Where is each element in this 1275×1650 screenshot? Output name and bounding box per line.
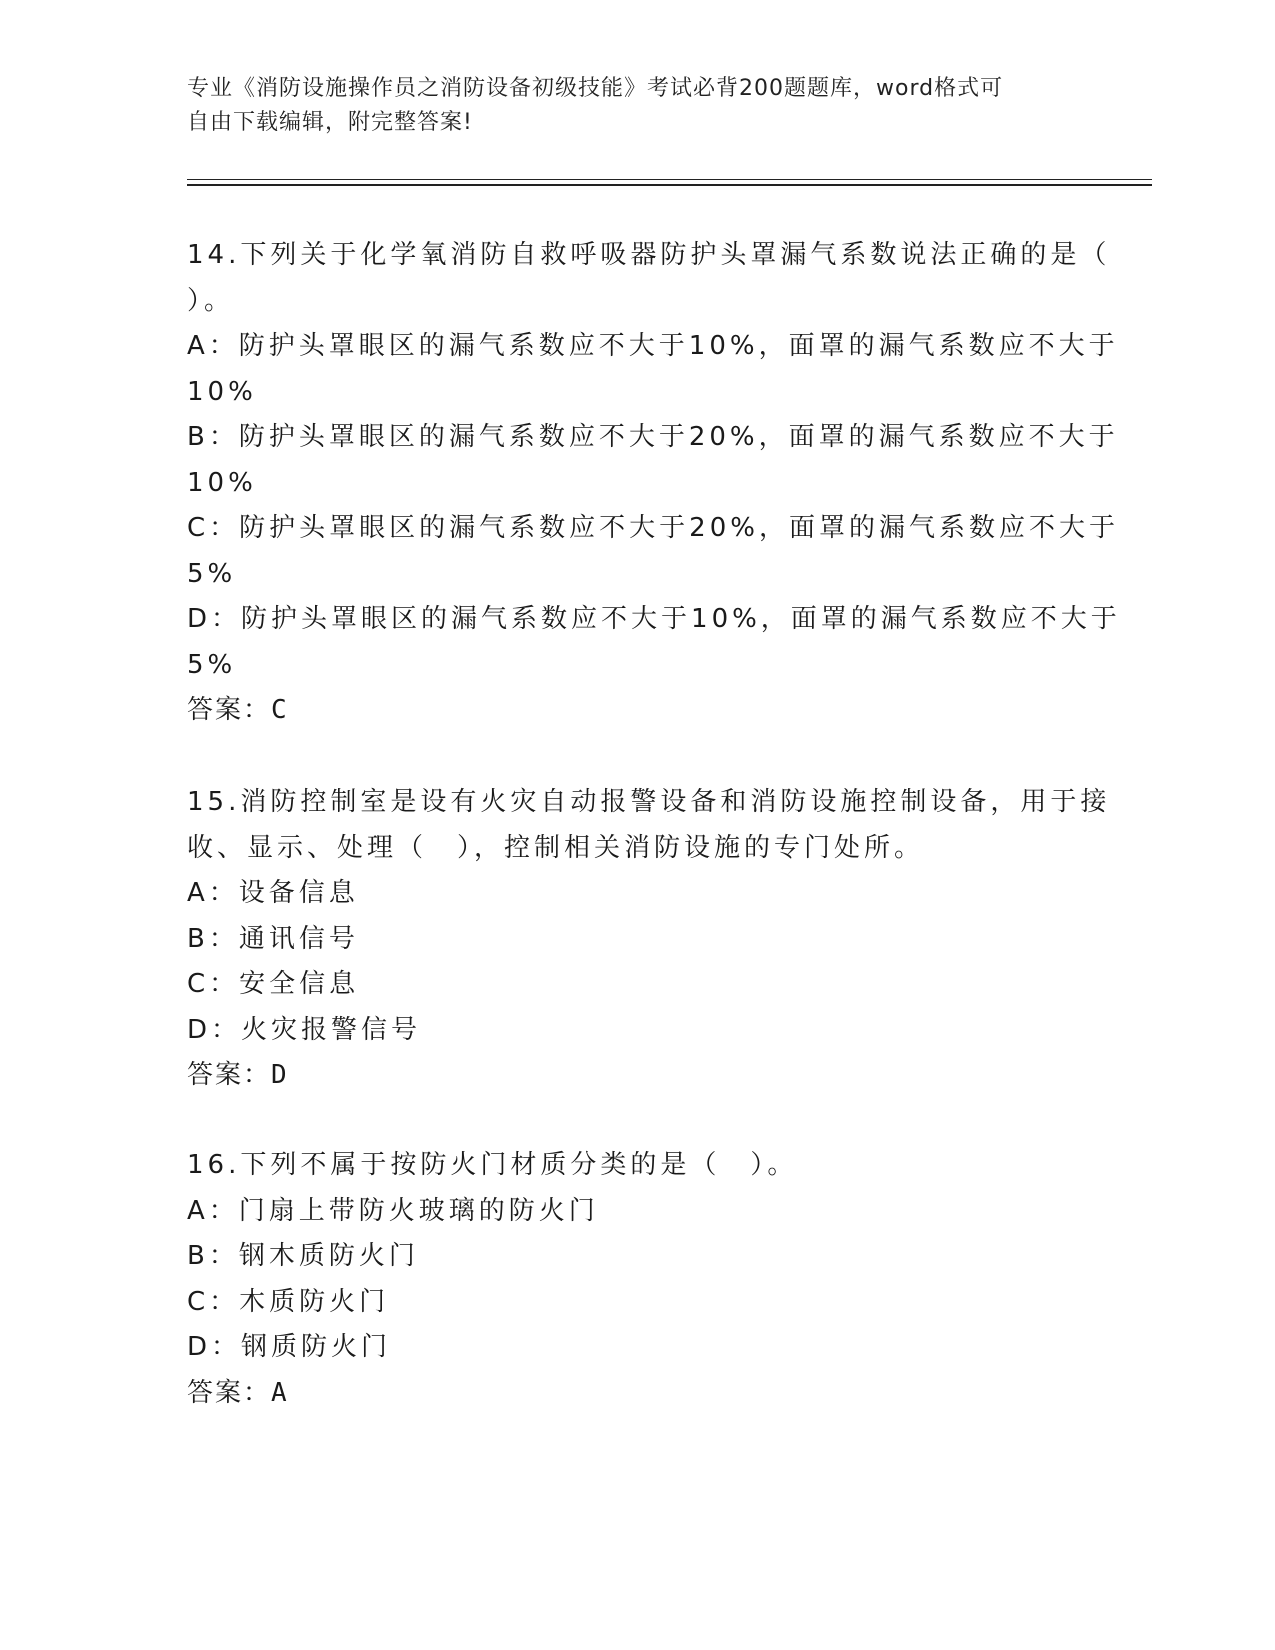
question-14	[187, 233, 1121, 734]
question-stem-line: 15.消防控制室是设有火灾自动报警设备和消防设施控制设备，用于接	[187, 787, 1111, 817]
option-d-line-2: 5%	[187, 649, 237, 680]
question-15	[187, 780, 1111, 1099]
header-line-2: 自由下载编辑，附完整答案!	[187, 110, 473, 135]
option-c-line-1: C：防护头罩眼区的漏气系数应不大于20%，面罩的漏气系数应不大于	[187, 513, 1119, 543]
question-stem-line: 16.下列不属于按防火门材质分类的是（ ）。	[187, 1150, 798, 1180]
header-divider-thick	[187, 184, 1152, 186]
answer-label: 答案：C	[187, 695, 289, 725]
header-line-1: 专业《消防设施操作员之消防设备初级技能》考试必背200题题库，word格式可	[187, 76, 1004, 101]
option-b: B：通讯信号	[187, 923, 359, 954]
option-c-line-2: 5%	[187, 558, 237, 589]
option-b: B：钢木质防火门	[187, 1241, 419, 1271]
option-a-line-2: 10%	[187, 376, 257, 407]
header-divider-thin	[187, 179, 1152, 180]
question-stem-line: ）。	[187, 285, 235, 316]
question-stem-line: 收、显示、处理（ ），控制相关消防设施的专门处所。	[187, 832, 925, 863]
option-d: D：钢质防火门	[187, 1332, 392, 1362]
option-a-line-1: A：防护头罩眼区的漏气系数应不大于10%，面罩的漏气系数应不大于	[187, 331, 1119, 361]
option-b-line-2: 10%	[187, 467, 257, 498]
document-header	[187, 72, 1087, 140]
option-d-line-1: D：防护头罩眼区的漏气系数应不大于10%，面罩的漏气系数应不大于	[187, 604, 1121, 634]
option-a: A：门扇上带防火玻璃的防火门	[187, 1195, 599, 1226]
answer-label: 答案：D	[187, 1060, 289, 1090]
option-a: A：设备信息	[187, 878, 359, 908]
question-16	[187, 1143, 1087, 1416]
answer-label: 答案：A	[187, 1377, 289, 1408]
question-stem-line: 14.下列关于化学氧消防自救呼吸器防护头罩漏气系数说法正确的是（	[187, 240, 1111, 270]
option-c: C：安全信息	[187, 969, 360, 999]
option-b-line-1: B：防护头罩眼区的漏气系数应不大于20%，面罩的漏气系数应不大于	[187, 422, 1119, 452]
option-c: C：木质防火门	[187, 1286, 390, 1317]
option-d: D：火灾报警信号	[187, 1014, 422, 1045]
